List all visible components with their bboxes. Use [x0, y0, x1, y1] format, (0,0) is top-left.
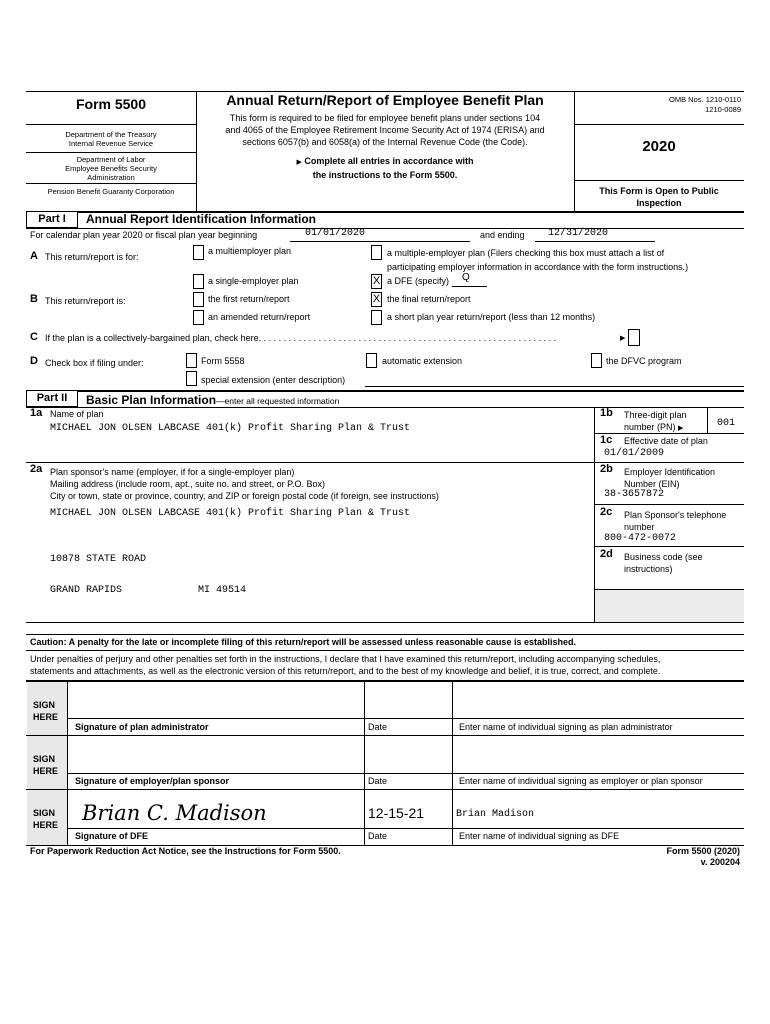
field-1b-label-line-1: Three-digit plan	[624, 410, 687, 420]
plan-name-value[interactable]: MICHAEL JON OLSEN LABCASE 401(k) Profit Sharing Plan & Trust	[50, 423, 411, 434]
complete-line-1: Complete all entries in accordance with	[304, 156, 474, 166]
field-2c-label-line-1: Plan Sponsor's telephone	[624, 510, 727, 520]
plan-year-begin[interactable]: 01/01/2020	[305, 228, 366, 239]
single-employer-label: a single-employer plan	[208, 276, 299, 286]
part-1-title: Annual Report Identification Information	[86, 212, 316, 226]
field-2b-label-line-2: Number (EIN)	[624, 479, 680, 489]
field-2c-label-line-2: number	[624, 522, 655, 532]
agency-pbgc: Pension Benefit Guaranty Corporation	[47, 187, 175, 196]
automatic-extension-checkbox[interactable]	[366, 353, 377, 368]
plan-administrator-signature-field[interactable]	[70, 683, 360, 717]
multiemployer-label: a multiemployer plan	[208, 246, 292, 256]
complete-instructions	[196, 155, 574, 181]
field-1a-label: Name of plan	[50, 409, 104, 419]
part-2-title-suffix: —enter all requested information	[216, 396, 340, 406]
intro-line-2: and 4065 of the Employee Retirement Income Security Act of 1974 (ERISA) and	[225, 125, 545, 135]
final-return-checkbox[interactable]: X	[372, 293, 381, 305]
dfe-signer-name[interactable]: Brian Madison	[456, 809, 535, 820]
plan-sponsor-signature-field[interactable]	[70, 738, 360, 772]
date-label-1: Date	[368, 722, 388, 732]
public-inspection	[574, 185, 744, 209]
sponsor-state-zip-value[interactable]: MI 49514	[198, 585, 247, 596]
effective-date-value[interactable]: 01/01/2009	[604, 448, 665, 459]
first-return-checkbox[interactable]	[193, 292, 204, 307]
amended-return-label: an amended return/report	[208, 312, 311, 322]
here-text: HERE	[33, 766, 59, 776]
form-number: Form 5500	[75, 96, 147, 112]
footer-version: v. 200204	[700, 857, 740, 867]
plan-year-end[interactable]: 12/31/2020	[548, 228, 609, 239]
date-label-3: Date	[368, 831, 388, 841]
name-label-sponsor: Enter name of individual signing as employer or plan sponsor	[459, 776, 703, 786]
sign-text: SIGN	[33, 808, 56, 818]
field-1b-number: 1b	[600, 407, 613, 419]
field-2a-label-line-3: City or town, state or province, country, and ZIP or foreign postal code (if foreign, see instructions)	[50, 491, 439, 501]
date-label-2: Date	[368, 776, 388, 786]
arrow-right-icon: ▶	[296, 159, 302, 166]
plan-sponsor-name-field[interactable]	[456, 738, 740, 772]
plan-administrator-date-field[interactable]	[368, 683, 448, 717]
item-b-label: This return/report is:	[45, 296, 126, 306]
multiple-employer-label	[387, 246, 688, 274]
single-employer-checkbox[interactable]	[193, 274, 204, 289]
omb-line-1: OMB Nos. 1210-0110	[669, 95, 741, 104]
sig-label-sponsor: Signature of employer/plan sponsor	[75, 776, 230, 786]
plan-year-text: For calendar plan year 2020 or fiscal plan year beginning	[30, 230, 258, 240]
field-1b-label	[624, 409, 687, 435]
special-extension-label: special extension (enter description)	[201, 375, 346, 385]
part-2-title-text: Basic Plan Information	[86, 393, 217, 407]
dfe-checkbox[interactable]: X	[372, 275, 381, 287]
omb-line-2: 1210-0089	[705, 105, 741, 114]
penalty-line-2: statements and attachments, as well as the electronic version of this return/report, and to the best of my knowledge and belief, it is true, correct, and complete.	[30, 666, 661, 676]
dfvc-checkbox[interactable]	[591, 353, 602, 368]
sign-here-3	[33, 807, 58, 831]
special-extension-checkbox[interactable]	[186, 371, 197, 386]
short-year-checkbox[interactable]	[371, 310, 382, 325]
arrow-right-icon: ▶	[678, 425, 684, 432]
and-ending-text: and ending	[480, 230, 525, 240]
field-2b-number: 2b	[600, 463, 613, 475]
plan-administrator-name-field[interactable]	[456, 683, 740, 717]
dfe-specify-value[interactable]: Q	[462, 272, 470, 283]
penalty-statement	[30, 653, 660, 677]
arrow-right-icon: ▶	[620, 335, 626, 342]
sign-text: SIGN	[33, 700, 56, 710]
ein-value[interactable]: 38-3657872	[604, 489, 665, 500]
complete-line-2: the instructions to the Form 5500.	[312, 170, 458, 180]
dfe-sign-date[interactable]: 12-15-21	[368, 805, 425, 821]
agency-treasury	[26, 130, 196, 148]
sig-label-administrator: Signature of plan administrator	[75, 722, 209, 732]
public-line-2: Inspection	[636, 198, 682, 208]
field-2c-number: 2c	[600, 506, 613, 518]
dfe-signature[interactable]: Brian C. Madison	[82, 801, 267, 825]
shaded-area	[595, 589, 744, 622]
intro-line-3: sections 6057(b) and 6058(a) of the Internal Revenue Code (the Code).	[242, 137, 528, 147]
agency-irs-line: Internal Revenue Service	[68, 139, 154, 148]
penalty-line-1: Under penalties of perjury and other penalties set forth in the instructions, I declare that I have examined this return/report, including accompanying schedules,	[30, 654, 661, 664]
form-title: Annual Return/Report of Employee Benefit Plan	[226, 92, 544, 108]
field-2c-label	[624, 509, 726, 533]
agency-treasury-line: Department of the Treasury	[65, 130, 157, 139]
footer-form-year: Form 5500 (2020)	[666, 846, 740, 856]
multiemployer-checkbox[interactable]	[193, 245, 204, 260]
field-1b-label-line-2: number (PN)	[624, 422, 676, 432]
final-return-label: the final return/report	[387, 294, 471, 304]
multiple-employer-line-2: participating employer information in accordance with the form instructions.)	[387, 262, 689, 272]
field-1c-number: 1c	[600, 434, 613, 446]
agency-labor	[26, 155, 196, 182]
public-line-1: This Form is Open to Public	[599, 186, 719, 196]
collectively-bargained-checkbox[interactable]	[628, 329, 640, 346]
field-2b-label-line-1: Employer Identification	[624, 467, 716, 477]
sign-here-2	[33, 753, 58, 777]
field-2d-number: 2d	[600, 548, 613, 560]
field-2a-number: 2a	[30, 463, 43, 475]
field-2d-label-line-2: instructions)	[624, 564, 673, 574]
plan-sponsor-date-field[interactable]	[368, 738, 448, 772]
dfe-label: a DFE (specify)	[387, 276, 450, 286]
multiple-employer-checkbox[interactable]	[371, 245, 382, 260]
here-text: HERE	[33, 712, 59, 722]
field-2a-label-line-1: Plan sponsor's name (employer, if for a single-employer plan)	[50, 467, 295, 477]
agency-labor-line: Department of Labor	[76, 155, 146, 164]
short-year-label: a short plan year return/report (less than 12 months)	[387, 312, 596, 322]
caution-headline: Caution: A penalty for the late or incomplete filing of this return/report will be assessed unless reasonable cause is established.	[30, 637, 576, 647]
plan-number-value[interactable]: 001	[717, 418, 736, 429]
part-2-label: Part II	[26, 390, 78, 407]
form-5558-label: Form 5558	[201, 356, 245, 366]
footer-form-id	[560, 846, 740, 868]
field-1c-label: Effective date of plan	[624, 436, 708, 446]
item-b-letter: B	[30, 293, 38, 305]
paperwork-notice: For Paperwork Reduction Act Notice, see the Instructions for Form 5500.	[30, 846, 341, 856]
intro-line-1: This form is required to be filed for employee benefit plans under sections 104	[229, 113, 541, 123]
multiple-employer-line-1: a multiple-employer plan (Filers checking this box must attach a list of	[387, 248, 665, 258]
name-label-administrator: Enter name of individual signing as plan administrator	[459, 722, 673, 732]
item-a-letter: A	[30, 250, 38, 262]
agency-ebsa-line-2: Administration	[87, 173, 135, 182]
dfvc-label: the DFVC program	[606, 356, 682, 366]
field-2d-label	[624, 551, 703, 575]
field-2a-label-line-2: Mailing address (include room, apt., suite no. and street, or P.O. Box)	[50, 479, 325, 489]
field-1a-number: 1a	[30, 407, 43, 419]
item-d-label: Check box if filing under:	[45, 358, 144, 368]
field-2d-label-line-1: Business code (see	[624, 552, 703, 562]
automatic-extension-label: automatic extension	[382, 356, 463, 366]
part-1-label: Part I	[26, 211, 78, 228]
omb-numbers	[574, 95, 741, 115]
form-intro	[196, 112, 574, 148]
field-2a-label	[50, 466, 439, 502]
form-year: 2020	[642, 138, 676, 155]
agency-ebsa-line-1: Employee Benefits Security	[65, 164, 157, 173]
sponsor-city-value[interactable]: GRAND RAPIDS	[50, 585, 123, 596]
here-text: HERE	[33, 820, 59, 830]
sponsor-name-value[interactable]: MICHAEL JON OLSEN LABCASE 401(k) Profit Sharing Plan & Trust	[50, 508, 411, 519]
form-5558-checkbox[interactable]	[186, 353, 197, 368]
item-c-letter: C	[30, 331, 38, 343]
sig-label-dfe: Signature of DFE	[75, 831, 149, 841]
sign-text: SIGN	[33, 754, 56, 764]
item-a-label: This return/report is for:	[45, 252, 139, 262]
sponsor-street-value[interactable]: 10878 STATE ROAD	[50, 554, 147, 565]
item-d-letter: D	[30, 355, 38, 367]
amended-return-checkbox[interactable]	[193, 310, 204, 325]
name-label-dfe: Enter name of individual signing as DFE	[459, 831, 620, 841]
first-return-label: the first return/report	[208, 294, 290, 304]
phone-value[interactable]: 800-472-0072	[604, 533, 677, 544]
field-2b-label	[624, 466, 715, 490]
collectively-bargained-text: If the plan is a collectively-bargained plan, check here. . . . . . . . . . . . . . . . . . . . . . . . . . . . . . . . . . . . . . . . . . . . . . . . . . . . . . . . . . . .	[45, 333, 557, 343]
sign-here-1	[33, 699, 58, 723]
